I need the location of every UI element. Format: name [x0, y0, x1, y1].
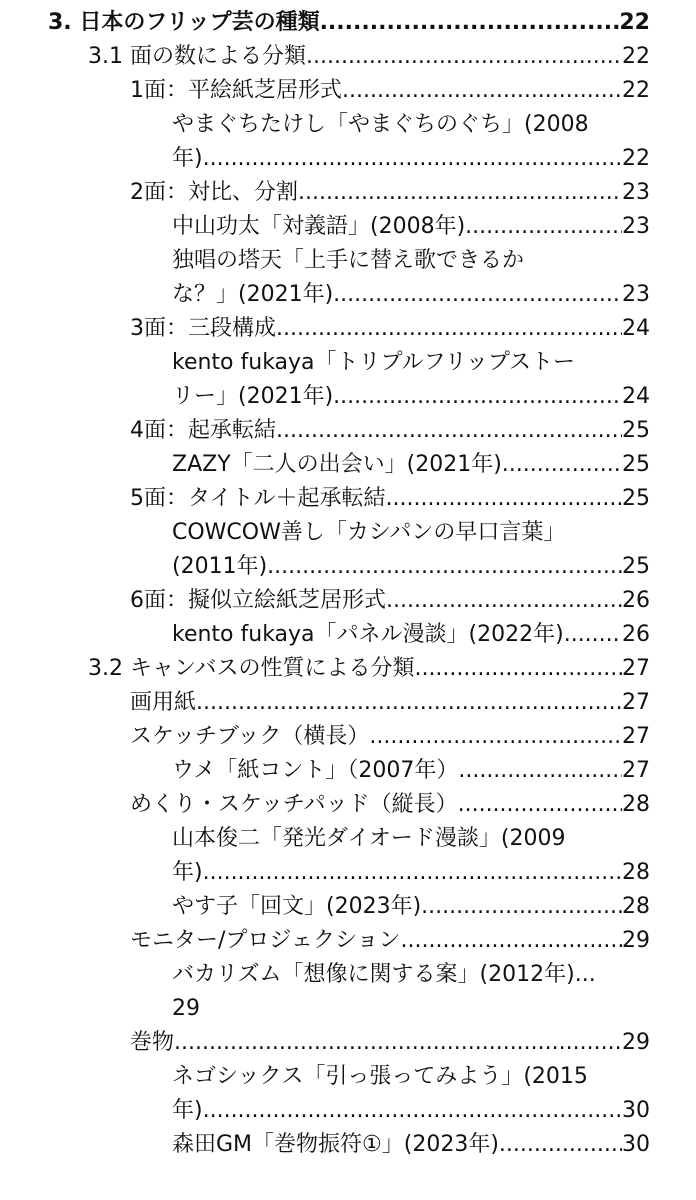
toc-entry-line [172, 1128, 650, 1162]
toc-entry[interactable] [172, 516, 650, 584]
toc-entry[interactable] [130, 1026, 650, 1060]
toc-entry-line [172, 346, 650, 380]
dot-leader [401, 924, 622, 958]
toc-page-number: 25 [622, 452, 650, 477]
toc-entry-line [130, 788, 650, 822]
toc-page-number: 23 [622, 282, 650, 307]
toc-entry-title: 画用紙 [130, 690, 197, 715]
dot-leader [306, 40, 622, 74]
toc-entry-title: 森田GM「巻物振符①」(2023年) [172, 1132, 499, 1157]
dot-leader [298, 176, 622, 210]
toc-entry-line [172, 618, 650, 652]
toc-entry-line [172, 992, 650, 1026]
toc-entry-title: 年) [172, 146, 203, 171]
toc-page-number: 28 [622, 894, 650, 919]
dot-leader [499, 1128, 622, 1162]
toc-entry[interactable] [172, 754, 650, 788]
toc-entry[interactable] [172, 1060, 650, 1128]
toc-page-number: 25 [622, 486, 650, 511]
toc-entry[interactable] [172, 108, 650, 176]
toc-entry-title: COWCOW善し「カシパンの早口言葉」 [172, 520, 566, 545]
toc-entry-title: ZAZY「二人の出会い」(2021年) [172, 452, 502, 477]
toc-entry-title: 巻物 [130, 1030, 175, 1055]
toc-entry-line [88, 40, 650, 74]
dot-leader [465, 210, 622, 244]
toc-entry-line [130, 414, 650, 448]
dot-leader [267, 550, 622, 584]
toc-page-number: 27 [622, 656, 650, 681]
toc-entry-title: モニター/プロジェクション [130, 928, 401, 953]
toc-page-number: 30 [622, 1098, 650, 1123]
toc-page-number: 24 [622, 384, 650, 409]
toc-entry[interactable] [130, 720, 650, 754]
toc-entry-line [172, 142, 650, 176]
toc-entry-title: 1面：平絵紙芝居形式 [130, 78, 342, 103]
dot-leader [196, 686, 622, 720]
toc-entry-title: リー」(2021年) [172, 384, 334, 409]
toc-entry[interactable] [130, 176, 650, 210]
toc-entry-line [130, 312, 650, 346]
toc-page-number: 25 [622, 418, 650, 443]
dot-leader [564, 618, 622, 652]
toc-entry[interactable] [130, 414, 650, 448]
dot-leader [386, 584, 622, 618]
toc-entry-title: 中山功太「対義語」(2008年) [172, 214, 466, 239]
toc-entry[interactable] [172, 244, 650, 312]
toc-entry-line [172, 1094, 650, 1128]
toc-entry-title: ウメ「紙コント」（2007年） [172, 758, 459, 783]
dot-leader [276, 312, 622, 346]
toc-entry[interactable] [172, 346, 650, 414]
toc-entry[interactable] [172, 618, 650, 652]
toc-entry-line [172, 210, 650, 244]
toc-page-number: 27 [622, 724, 650, 749]
toc-entry[interactable] [172, 822, 650, 890]
toc-entry[interactable] [130, 686, 650, 720]
toc-entry-line [130, 924, 650, 958]
toc-entry-line [130, 176, 650, 210]
toc-entry-line [172, 108, 650, 142]
toc-page-number: 25 [622, 554, 650, 579]
toc-page-number: 22 [622, 146, 650, 171]
toc-entry-title: やまぐちたけし「やまぐちのぐち」(2008 [172, 112, 589, 137]
toc-entry-title: 6面：擬似立絵紙芝居形式 [130, 588, 386, 613]
toc-entry-line [172, 822, 650, 856]
toc-entry[interactable] [130, 584, 650, 618]
toc-entry-line [130, 720, 650, 754]
dot-leader [458, 788, 622, 822]
dot-leader [458, 754, 622, 788]
toc-page-number: 30 [622, 1132, 650, 1157]
toc-entry-title: 年) [172, 860, 203, 885]
toc-entry-line [172, 516, 650, 550]
toc-entry[interactable] [88, 652, 650, 686]
dot-leader [386, 482, 622, 516]
toc-entry-title: めくり・スケッチパッド（縦長） [130, 792, 458, 817]
toc-entry-title: 5面：タイトル＋起承転結 [130, 486, 386, 511]
dot-leader [203, 142, 622, 176]
toc-entry-title: kento fukaya「トリプルフリップストー [172, 350, 576, 375]
toc-entry-title: 3.1 面の数による分類 [88, 44, 306, 69]
dot-leader [203, 1094, 622, 1128]
toc-entry-title: 2面：対比、分割 [130, 180, 298, 205]
toc-entry-title: バカリズム「想像に関する案」(2012年)... [172, 962, 596, 987]
toc-page-number: 24 [622, 316, 650, 341]
toc-page-number: 23 [622, 180, 650, 205]
dot-leader [414, 652, 622, 686]
toc-page-number: 28 [622, 860, 650, 885]
toc-entry-line [172, 278, 650, 312]
toc-entry-line [130, 74, 650, 108]
dot-leader [369, 720, 622, 754]
toc-page-number: 23 [622, 214, 650, 239]
toc-entry-line [130, 482, 650, 516]
toc-entry-line [130, 686, 650, 720]
toc-entry-title: 3.2 キャンバスの性質による分類 [88, 656, 415, 681]
dot-leader [333, 278, 622, 312]
toc-entry[interactable] [130, 482, 650, 516]
dot-leader [174, 1026, 622, 1060]
dot-leader [421, 890, 622, 924]
toc-entry-line [172, 754, 650, 788]
dot-leader [333, 380, 622, 414]
toc-entry-title: 独唱の塔天「上手に替え歌できるか [172, 248, 525, 273]
toc-entry-line [172, 1060, 650, 1094]
toc-entry[interactable] [172, 210, 650, 244]
toc-entry-title: 4面：起承転結 [130, 418, 276, 443]
toc-entry-title: やす子「回文」(2023年) [172, 894, 422, 919]
toc-page-number: 29 [622, 1030, 650, 1055]
toc-entry[interactable] [130, 924, 650, 958]
toc-entry[interactable] [172, 448, 650, 482]
toc-entry-title: スケッチブック（横長） [130, 724, 370, 749]
toc-entry-title: kento fukaya「パネル漫談」(2022年) [172, 622, 564, 647]
dot-leader [342, 74, 622, 108]
toc-page-number: 22 [619, 10, 650, 35]
toc-entry-title: 29 [172, 996, 200, 1021]
toc-entry[interactable] [172, 958, 650, 1026]
toc-entry-line [172, 380, 650, 414]
toc-entry-title: ネゴシックス「引っ張ってみよう」(2015 [172, 1064, 588, 1089]
dot-leader [276, 414, 622, 448]
toc-entry-line [172, 856, 650, 890]
toc-entry-title: 3面：三段構成 [130, 316, 276, 341]
toc-entry-line [172, 448, 650, 482]
toc-entry-line [172, 550, 650, 584]
toc-entry-title: な？」(2021年) [172, 282, 334, 307]
toc-entry-line [48, 6, 650, 40]
toc-entry-line [172, 890, 650, 924]
toc-page-number: 27 [622, 690, 650, 715]
toc-entry[interactable] [130, 312, 650, 346]
toc-entry-line [88, 652, 650, 686]
toc-entry-title: 山本俊二「発光ダイオード漫談」(2009 [172, 826, 566, 851]
dot-leader [320, 6, 620, 40]
toc-entry-line [172, 244, 650, 278]
toc-page-number: 26 [622, 588, 650, 613]
toc-entry-line [130, 584, 650, 618]
toc-entry-title: (2011年) [172, 554, 268, 579]
toc-page-number: 22 [622, 44, 650, 69]
toc-page-number: 28 [622, 792, 650, 817]
toc-page-number: 26 [622, 622, 650, 647]
dot-leader [502, 448, 622, 482]
toc-entry-title: 3. 日本のフリップ芸の種類 [48, 10, 320, 35]
dot-leader [203, 856, 622, 890]
toc-entry[interactable] [130, 788, 650, 822]
toc-page-number: 29 [622, 928, 650, 953]
toc-entry[interactable] [48, 6, 650, 40]
toc-entry-title: 年) [172, 1098, 203, 1123]
toc-page-number: 27 [622, 758, 650, 783]
toc-entry-line [130, 1026, 650, 1060]
toc-page-number: 22 [622, 78, 650, 103]
toc-entry[interactable] [88, 40, 650, 74]
toc-entry-line [172, 958, 650, 992]
toc-entry[interactable] [130, 74, 650, 108]
toc-entry[interactable] [172, 1128, 650, 1162]
toc-entry[interactable] [172, 890, 650, 924]
